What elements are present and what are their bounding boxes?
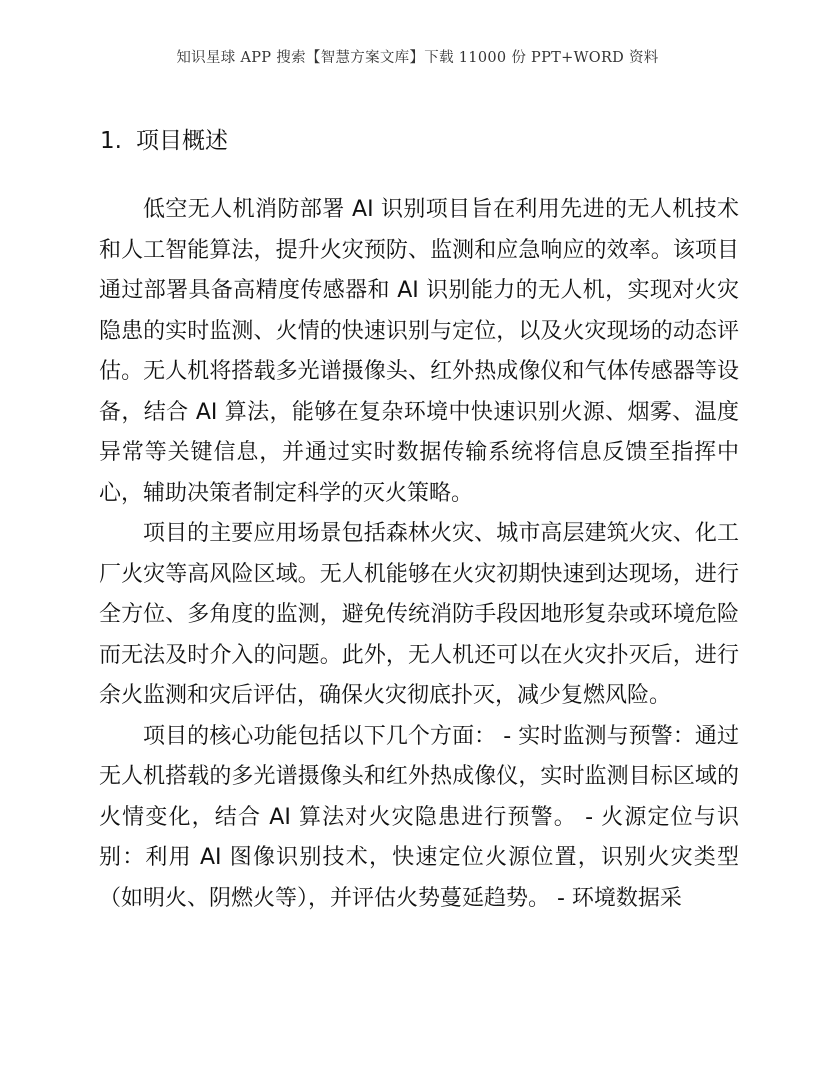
paragraph-overview: 低空无人机消防部署 AI 识别项目旨在利用先进的无人机技术和人工智能算法，提升火灾预防、监测和应急响应的效率。该项目通过部署具备高精度传感器和 AI 识别能力的无人机，实现对火灾隐患的实时监测、火情的快速识别与定位，以及火灾现场的动态评估。无人机将搭载多光谱摄像头、红外热成像仪和气体传感器等设备，结合 AI 算法，能够在复杂环境中快速识别火源、烟雾、温度异常等关键信息，并通过实时数据传输系统将信息反馈至指挥中心，辅助决策者制定科学的灭火策略。 <box>99 197 739 506</box>
page-header-banner: 知识星球 APP 搜索【智慧方案文库】下载 11000 份 PPT+WORD 资料 <box>176 50 659 66</box>
section-heading <box>100 122 228 155</box>
paragraph-scenarios: 项目的主要应用场景包括森林火灾、城市高层建筑火灾、化工厂火灾等高风险区域。无人机能够在火灾初期快速到达现场，进行全方位、多角度的监测，避免传统消防手段因地形复杂或环境危险而无法及时介入的问题。此外，无人机还可以在火灾扑灭后，进行余火监测和灾后评估，确保火灾彻底扑灭，减少复燃风险。 <box>99 521 739 708</box>
body-text <box>99 190 739 919</box>
section-number: 1. <box>100 128 122 154</box>
section-title: 项目概述 <box>135 128 228 154</box>
paragraph-core-functions: 项目的核心功能包括以下几个方面： - 实时监测与预警：通过无人机搭载的多光谱摄像头和红外热成像仪，实时监测目标区域的火情变化，结合 AI 算法对火灾隐患进行预警。 - 火源定位与识别：利用 AI 图像识别技术，快速定位火源位置，识别火灾类型（如明火、阴燃火等），并评估火势蔓延趋势。 - 环境数据采 <box>99 723 739 911</box>
